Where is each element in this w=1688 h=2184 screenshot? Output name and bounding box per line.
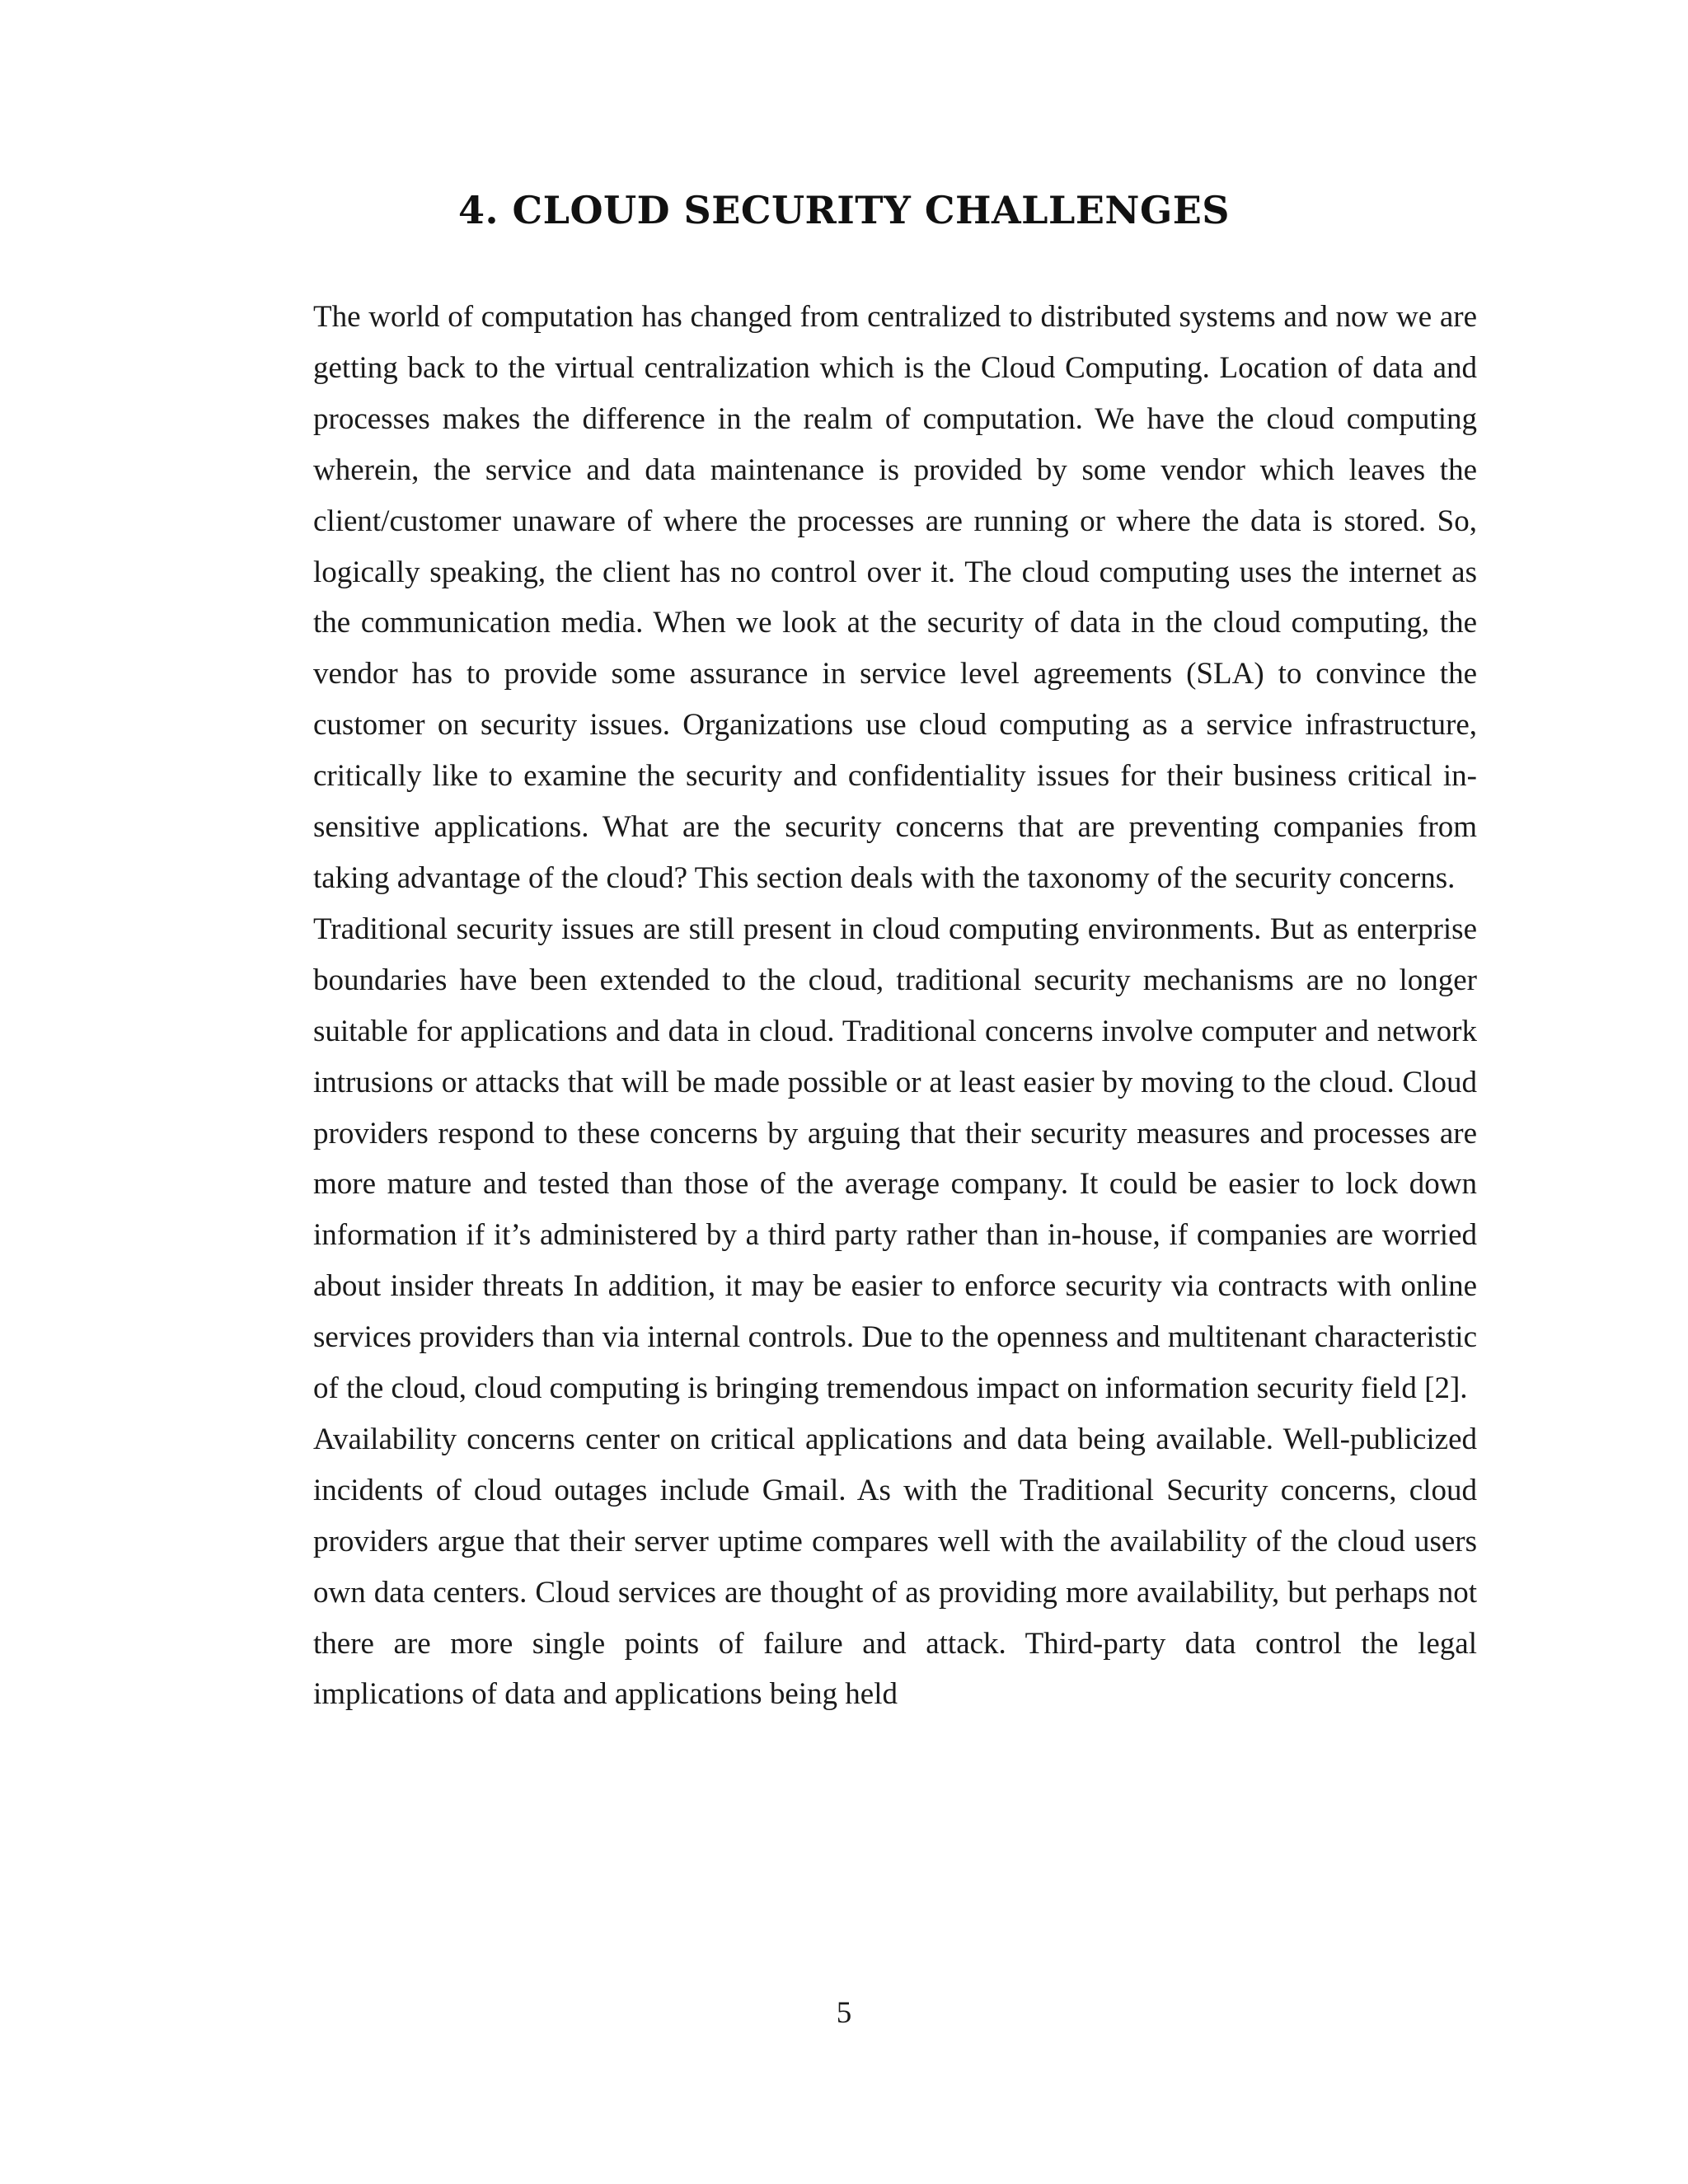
page-number: 5 <box>836 1996 852 2030</box>
paragraph-cloud-computing-intro: The world of computation has changed from centralized to distributed systems and now we are getting back to the virtual centralization which is the Cloud Computing. Location of data and processes makes the difference in the realm of computation. We have the cloud computing wherein, the service and data maintenance is provided by some vendor which leaves the client/customer unaware of where the processes are running or where the data is stored. So, logically speaking, the client has no control over it. The cloud computing uses the internet as the communication media. When we look at the security of data in the cloud computing, the vendor has to provide some assurance in service level agreements (SLA) to convince the customer on security issues. Organizations use cloud computing as a service infrastructure, critically like to examine the security and confidentiality issues for their business critical insensitive applications. What are the security concerns that are preventing companies from taking advantage of the cloud? This section deals with the taxonomy of the security concerns. <box>313 300 1477 895</box>
section-body <box>313 292 1477 1720</box>
section-title: 4. CLOUD SECURITY CHALLENGES <box>457 188 1231 232</box>
paragraph-traditional-security: Traditional security issues are still present in cloud computing environments. But as enterprise boundaries have been extended to the cloud, traditional security mechanisms are no longer suitable for applications and data in cloud. Traditional concerns involve computer and network intrusions or attacks that will be made possible or at least easier by moving to the cloud. Cloud providers respond to these concerns by arguing that their security measures and processes are more mature and tested than those of the average company. It could be easier to lock down information if it’s administered by a third party rather than in-house, if companies are worried about insider threats In addition, it may be easier to enforce security via contracts with online services providers than via internal controls. Due to the openness and multitenant characteristic of the cloud, cloud computing is bringing tremendous impact on information security field [2]. <box>313 912 1477 1406</box>
paragraph-availability: Availability concerns center on critical applications and data being available. Well-publicized incidents of cloud outages include Gmail. As with the Traditional Security concerns, cloud providers argue that their server uptime compares well with the availability of the cloud users own data centers. Cloud services are thought of as providing more availability, but perhaps not there are more single points of failure and attack. Third-party data control the legal implications of data and applications being held <box>313 1422 1477 1712</box>
